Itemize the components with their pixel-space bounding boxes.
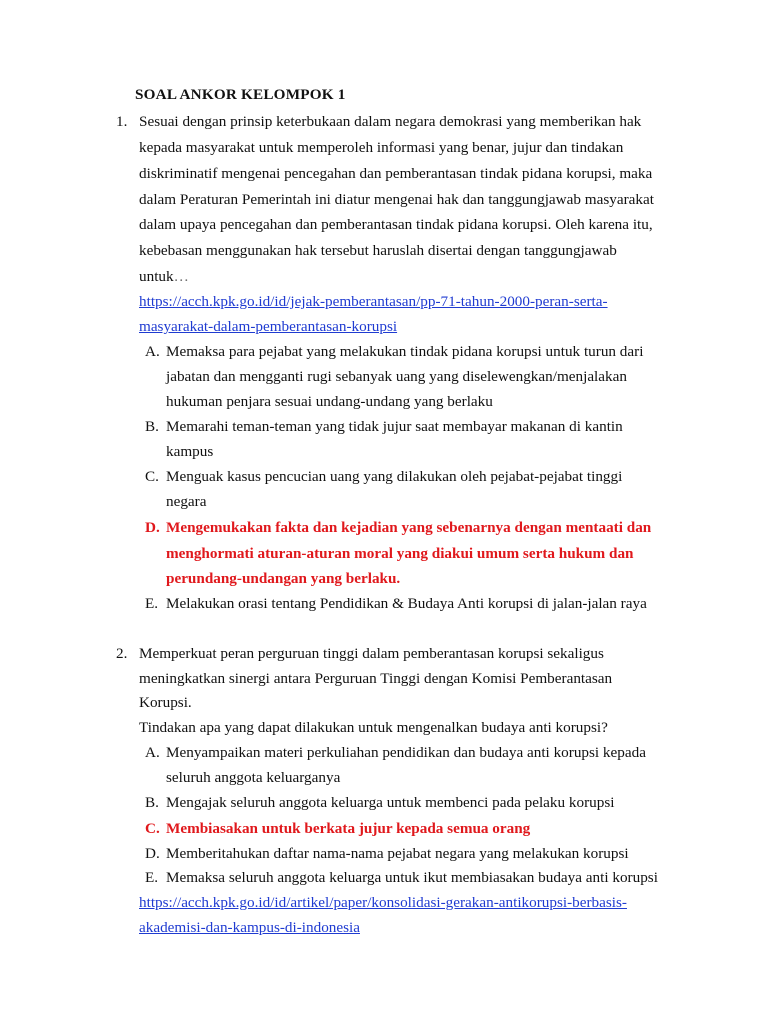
option-text-line: Melakukan orasi tentang Pendidikan & Budaya Anti korupsi di jalan-jalan raya (166, 595, 647, 612)
question-text-line: kebebasan menggunakan hak tersebut haruslah disertai dengan tanggungjawab (139, 242, 617, 259)
option-letter: B. (145, 794, 159, 811)
option-letter: E. (145, 595, 159, 612)
option-text-line: kampus (166, 443, 214, 460)
option-text-line: jabatan dan mengganti rugi sebanyak uang yang diselewengkan/menjalakan (166, 368, 627, 385)
question-number: 1. (116, 113, 128, 130)
question-text-end: untuk (139, 268, 174, 285)
option-text-line: seluruh anggota keluarganya (166, 769, 341, 786)
option-text-line: Mengajak seluruh anggota keluarga untuk membenci pada pelaku korupsi (166, 794, 615, 811)
option-text-line: hukuman penjara sesuai undang-undang yang berlaku (166, 393, 493, 410)
question-text-line: diskriminatif mengenai pencegahan dan pemberantasan tindak pidana korupsi, maka (139, 165, 653, 182)
question-text-line: Korupsi. (139, 694, 192, 711)
option-text-line: Mengemukakan fakta dan kejadian yang sebenarnya dengan mentaati dan (166, 519, 652, 536)
option-letter: A. (145, 343, 160, 360)
question-text-line: dalam upaya pencegahan dan pemberantasan tindak pidana korupsi. Oleh karena itu, (139, 216, 653, 233)
option-text-line: perundang-undangan yang berlaku. (166, 570, 401, 587)
question-text-line (139, 268, 189, 286)
option-text-line: menghormati aturan-aturan moral yang diakui umum serta hukum dan (166, 545, 634, 562)
option-text-line: Memaksa para pejabat yang melakukan tindak pidana korupsi untuk turun dari (166, 343, 644, 360)
option-letter: E. (145, 869, 159, 886)
question-text-line: kepada masyarakat untuk memperoleh informasi yang benar, jujur dan tindakan (139, 139, 624, 156)
reference-link[interactable]: https://acch.kpk.go.id/id/jejak-pemberantasan/pp-71-tahun-2000-peran-serta- (139, 293, 608, 310)
option-letter: C. (145, 468, 159, 485)
question-text-line: meningkatkan sinergi antara Perguruan Tinggi dengan Komisi Pemberantasan (139, 670, 613, 687)
question-text-line: Memperkuat peran perguruan tinggi dalam pemberantasan korupsi sekaligus (139, 645, 604, 662)
option-text-line: negara (166, 493, 207, 510)
reference-link[interactable]: akademisi-dan-kampus-di-indonesia (139, 919, 360, 936)
question-prompt: Tindakan apa yang dapat dilakukan untuk mengenalkan budaya anti korupsi? (139, 719, 608, 736)
option-letter: D. (145, 845, 160, 862)
option-text-line: Menguak kasus pencucian uang yang dilakukan oleh pejabat-pejabat tinggi (166, 468, 623, 485)
option-letter: B. (145, 418, 159, 435)
option-text-line: Membiasakan untuk berkata jujur kepada semua orang (166, 820, 531, 837)
ellipsis: … (173, 268, 189, 285)
option-text-line: Memaksa seluruh anggota keluarga untuk ikut membiasakan budaya anti korupsi (166, 869, 658, 886)
option-text-line: Menyampaikan materi perkuliahan pendidikan dan budaya anti korupsi kepada (166, 744, 646, 761)
reference-link[interactable]: https://acch.kpk.go.id/id/artikel/paper/konsolidasi-gerakan-antikorupsi-berbasis- (139, 894, 627, 911)
option-text-line: Memarahi teman-teman yang tidak jujur saat membayar makanan di kantin (166, 418, 623, 435)
question-text-line: Sesuai dengan prinsip keterbukaan dalam negara demokrasi yang memberikan hak (139, 113, 642, 130)
option-letter: D. (145, 519, 160, 536)
question-number: 2. (116, 645, 128, 662)
option-text-line: Memberitahukan daftar nama-nama pejabat negara yang melakukan korupsi (166, 845, 629, 862)
reference-link[interactable]: masyarakat-dalam-pemberantasan-korupsi (139, 318, 398, 335)
option-letter: A. (145, 744, 160, 761)
option-letter: C. (145, 820, 160, 837)
question-text-line: dalam Peraturan Pemerintah ini diatur mengenai hak dan tanggungjawab masyarakat (139, 191, 654, 208)
document-title: SOAL ANKOR KELOMPOK 1 (135, 86, 346, 103)
